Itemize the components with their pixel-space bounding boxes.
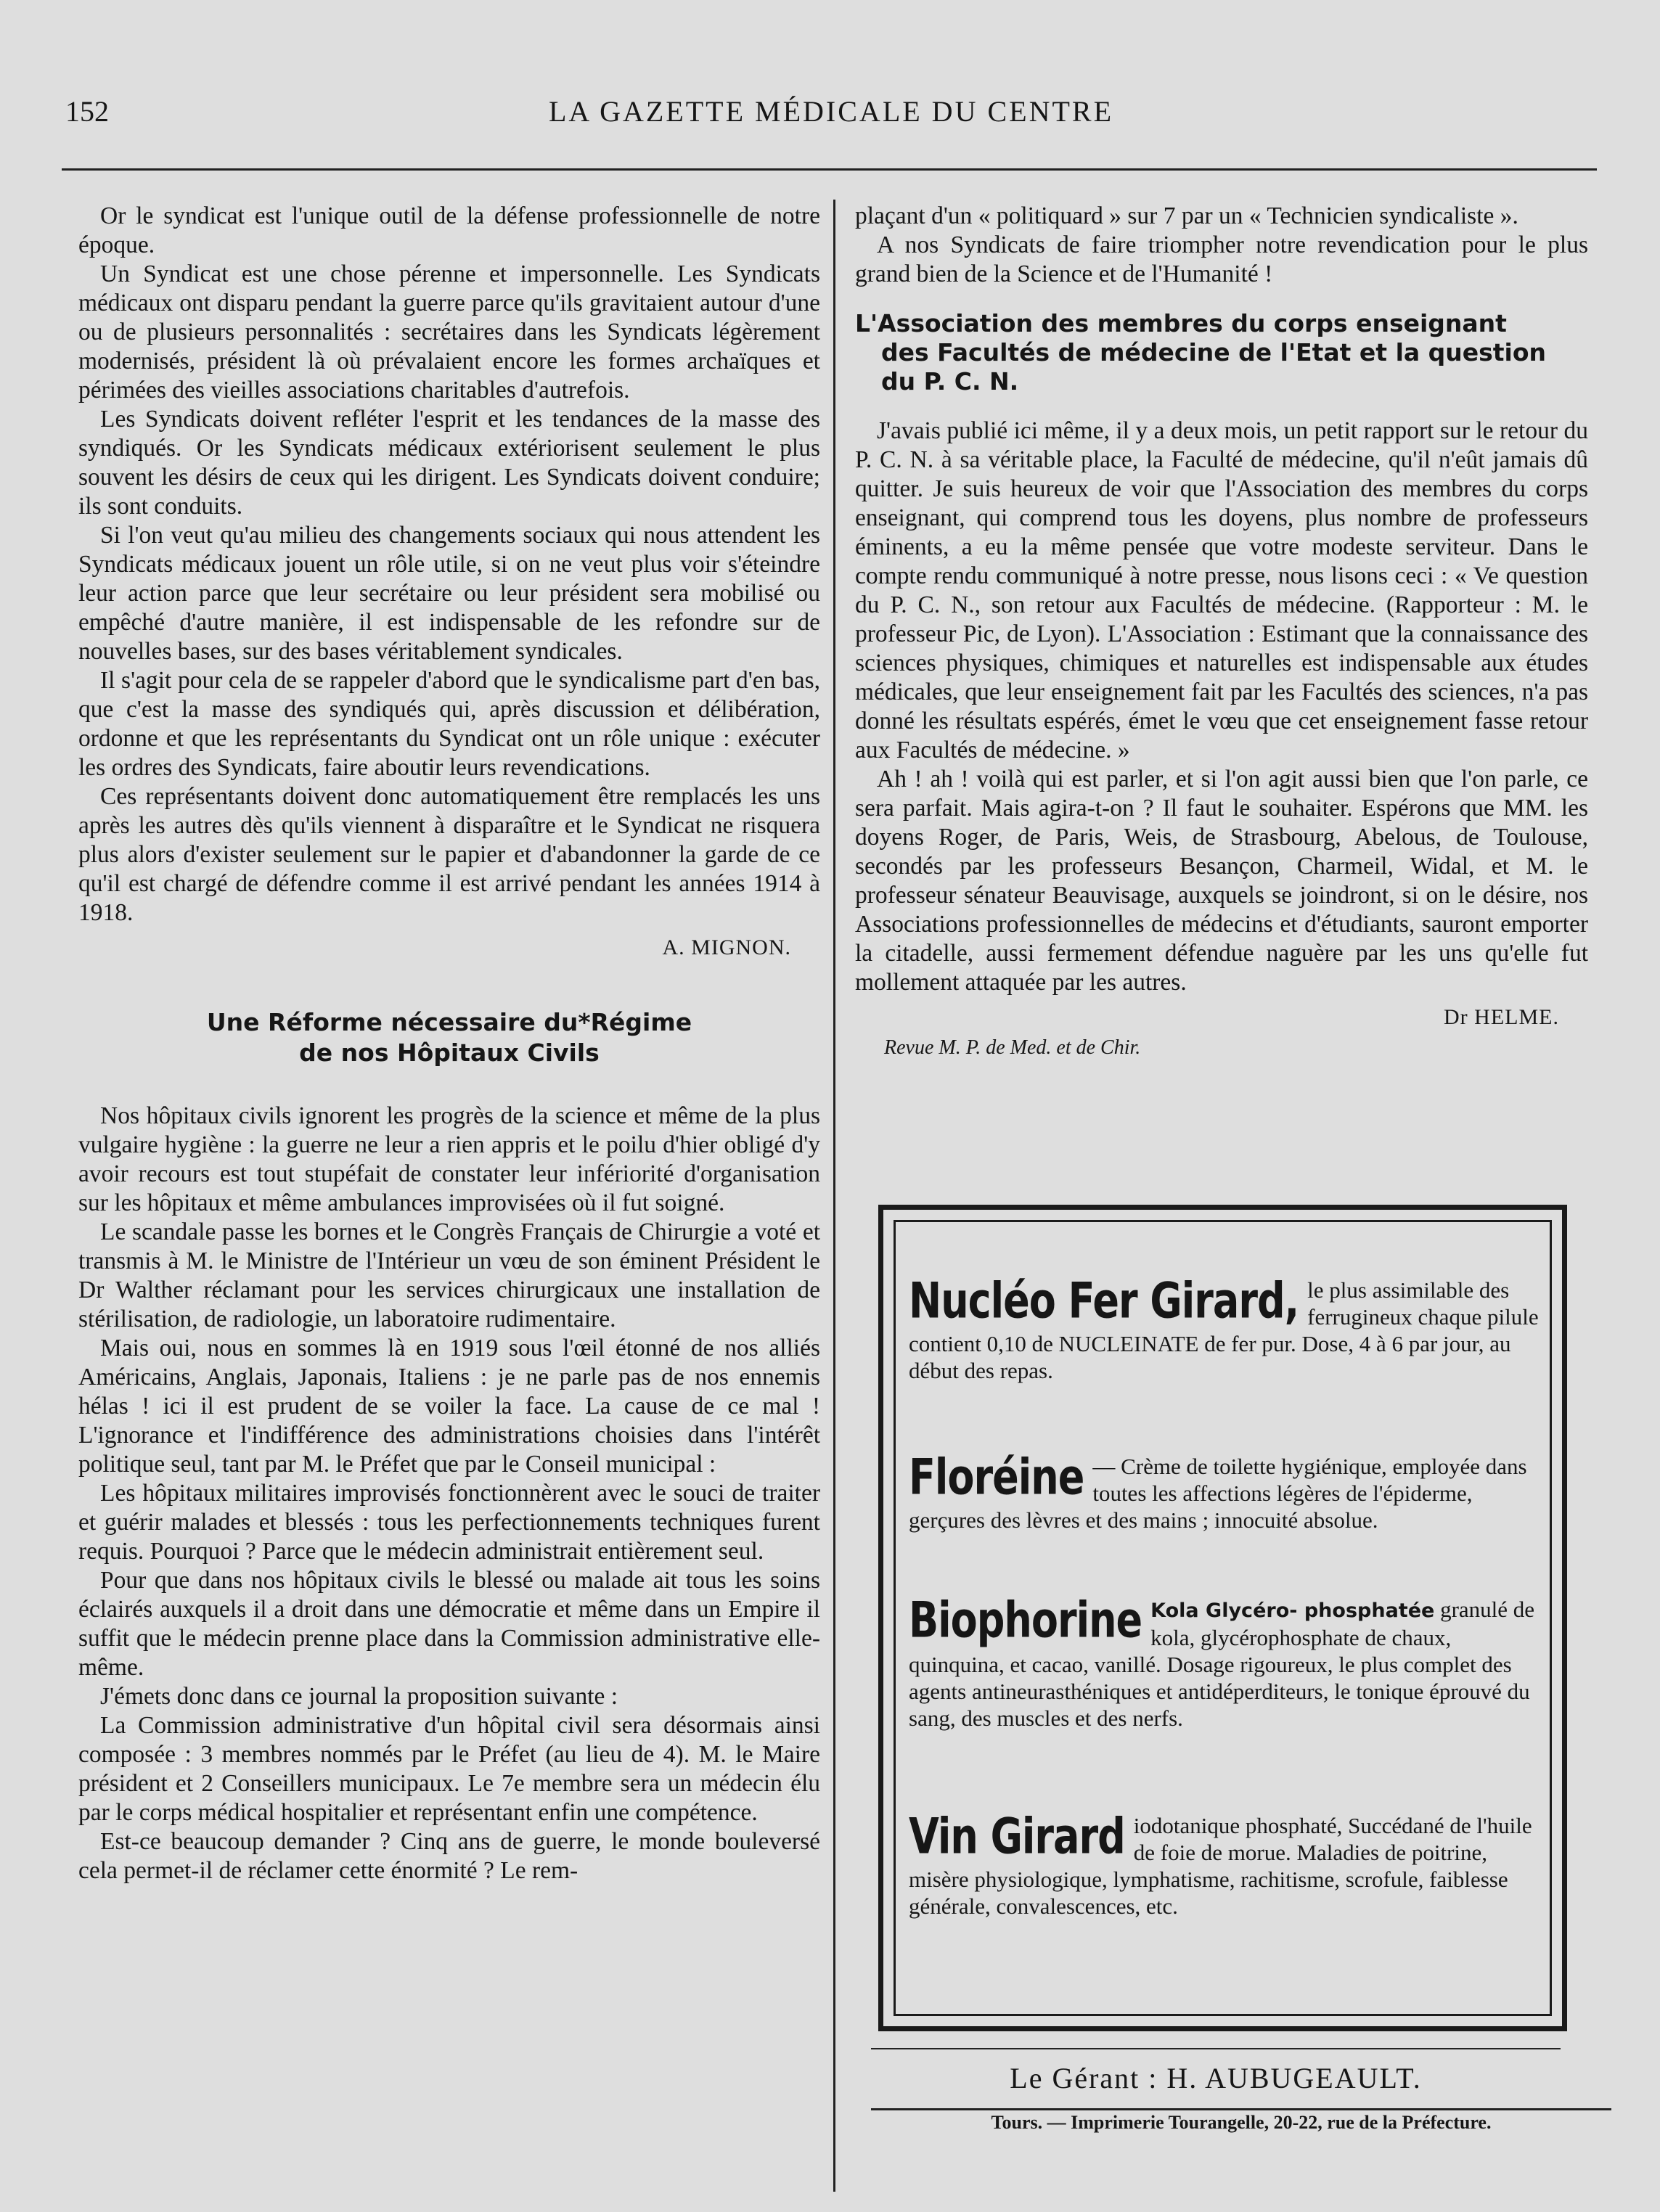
spacer [78, 1068, 820, 1102]
left-column [78, 202, 820, 1885]
paragraph: La Commission administrative d'un hôpital civil sera désormais ainsi composée : 3 membres nommés par le Préfet (au lieu de 4). M. le Maire président et 2 Conseillers municipaux. Le 7e membre sera un médecin élu par le corps médical hospitalier et représentant enfin une compétence. [78, 1712, 820, 1826]
article-title [78, 1007, 820, 1068]
spacer [855, 396, 1588, 417]
ad-text: le plus assimilable des ferrugineux chaque pilule contient 0,10 de NUCLEINATE de fer pur. Dose, 4 à 6 par jour, au début des repas. [909, 1277, 1539, 1383]
paragraph: Un Syndicat est une chose pérenne et impersonnelle. Les Syndicats médicaux ont disparu pendant la guerre parce qu'ils gravitaient autour d'une ou de plusieurs personnalités : secrétaires dans les Syndicats légèrement modernisés, président là où prévalaient encore les formes archaïques et périmées des vieilles associations charitables d'autrefois. [78, 261, 820, 404]
page-number: 152 [65, 95, 109, 128]
page-header [65, 94, 1597, 131]
advertisement-box [878, 1205, 1567, 2031]
ad-brand: Vin Girard [909, 1807, 1125, 1865]
ad-brand: Floréine [909, 1448, 1084, 1506]
article-signature: A. MIGNON. [662, 935, 791, 959]
paragraph: plaçant d'un « politiquard » sur 7 par un « Technicien syndicaliste ». [855, 202, 1518, 229]
paragraph: Ah ! ah ! voilà qui est parler, et si l'on agit aussi bien que l'on parle, ce sera parfait. Mais agira-t-on ? Il faut le souhaiter. Espérons que MM. les doyens Roger, de Paris, Weis, de Strasbourg, Abelous, de Toulouse, secondés par les professeurs Besançon, Charmeil, Widal, et M. le professeur sénateur Beauvisage, auxquels se joindront, si on le désire, nos Associations professionnelles de médecins et d'étudiants, sauront emporter la citadelle, aussi fermement défendue naguère par les uns qu'elle fut mollement attaquée par les autres. [855, 766, 1588, 996]
printer-line: Tours. — Imprimerie Tourangelle, 20-22, rue de la Préfecture. [991, 2112, 1492, 2133]
header-rule [62, 168, 1597, 171]
paragraph: Le scandale passe les bornes et le Congrès Français de Chirurgie a voté et transmis à M. le Ministre de l'Intérieur un vœu de son éminent Président le Dr Walther réclamant pour les services chirurgicaux une installation de stérilisation, de radiologie, un laboratoire rudimentaire. [78, 1218, 820, 1332]
article-title-line: L'Association des membres du corps enseignant [855, 309, 1507, 337]
article-title [855, 309, 1588, 396]
ad-nucleo-fer-girard [909, 1271, 1540, 1384]
article-signature: Dr HELME. [1444, 1005, 1559, 1029]
article-title-line: du P. C. N. [881, 367, 1019, 396]
ad-lead: Kola Glycéro- phosphatée [1150, 1599, 1435, 1622]
ad-floreine [909, 1448, 1540, 1533]
paragraph: Si l'on veut qu'au milieu des changements sociaux qui nous attendent les Syndicats médicaux jouent un rôle utile, si on ne veut plus voir s'éteindre leur action parce que leur secrétaire ou leur président sera mobilisé ou empêché d'autre manière, il est indispensable de les refondre sur de nouvelles bases, sur des bases véritablement syndicales. [78, 522, 820, 665]
footer-rule [871, 2048, 1561, 2049]
paragraph: Il s'agit pour cela de se rappeler d'abord que le syndicalisme part d'en bas, que c'est la masse des syndiqués qui, après discussion et délibération, ordonne et que les représentants du Syndicat ont un rôle unique : exécuter les ordres des Syndicats, faire aboutir leurs revendications. [78, 667, 820, 781]
paragraph: J'avais publié ici même, il y a deux mois, un petit rapport sur le retour du P. C. N. à sa véritable place, la Faculté de médecine, qu'il n'eût jamais dû quitter. Je suis heureux de voir que l'Association des membres du corps enseignant, qui comprend tous les doyens, plus nombre de professeurs éminents, a eu la même pensée que votre modeste serviteur. Dans le compte rendu communiqué à notre presse, nous lisons ceci : « Ve question du P. C. N., son retour aux Facultés de médecine. (Rapporteur : M. le professeur Pic, de Lyon). L'Association : Estimant que la connaissance des sciences physiques, chimiques et naturelles est indispensable aux études médicales, que leur enseignement fait par les Facultés des sciences, n'a pas donné les résultats espérés, émet le vœu que cet enseignement fasse retour aux Facultés de médecine. » [855, 417, 1588, 763]
article-title-line: des Facultés de médecine de l'Etat et la question [881, 338, 1547, 366]
footer-rule [871, 2108, 1611, 2110]
right-column [855, 202, 1588, 1060]
ad-brand: Nucléo Fer Girard, [909, 1271, 1299, 1330]
paragraph: A nos Syndicats de faire triompher notre revendication pour le plus grand bien de la Science et de l'Humanité ! [855, 232, 1588, 287]
paragraph: Est-ce beaucoup demander ? Cinq ans de guerre, le monde bouleversé cela permet-il de réclamer cette énormité ? Le rem- [78, 1828, 820, 1884]
ad-vin-girard [909, 1807, 1540, 1920]
paragraph: Nos hôpitaux civils ignorent les progrès de la science et même de la plus vulgaire hygiène : la guerre ne leur a rien appris et le poilu d'hier obligé d'y avoir recours est tout stupéfait de constater leur infériorité d'organisation sur les hôpitaux et même ambulances improvisées où il fut soigné. [78, 1102, 820, 1216]
paragraph: J'émets donc dans ce journal la proposition suivante : [100, 1683, 618, 1710]
article-title-line: Une Réforme nécessaire du*Régime [206, 1008, 692, 1036]
journal-title: LA GAZETTE MÉDICALE DU CENTRE [548, 95, 1113, 128]
paragraph: Ces représentants doivent donc automatiquement être remplacés les uns après les autres dès qu'ils viennent à disparaître et le Syndicat ne risquera plus alors d'exister seulement sur le papier et d'abandonner la garde de ce qu'il est chargé de défendre comme il est arrivé pendant les années 1914 à 1918. [78, 783, 820, 926]
ad-brand: Biophorine [909, 1591, 1142, 1649]
column-divider [833, 200, 835, 2192]
paragraph: Mais oui, nous en sommes là en 1919 sous l'œil étonné de nos alliés Américains, Anglais, Japonais, Italiens : je ne parle pas de nos ennemis hélas ! ici il est prudent de se voiler la face. La cause de ce mal ! L'ignorance et l'indifférence des administrations choisies dans l'intérêt politique seul, tant par M. le Préfet que par le Conseil municipal : [78, 1335, 820, 1478]
paragraph: Or le syndicat est l'unique outil de la défense professionnelle de notre époque. [78, 202, 820, 258]
article-title-line: de nos Hôpitaux Civils [299, 1039, 600, 1067]
paragraph: Les Syndicats doivent refléter l'esprit et les tendances de la masse des syndiqués. Or les Syndicats médicaux extériorisent seulement le plus souvent les désirs de ceux qui les dirigent. Les Syndicats doivent conduire; ils sont conduits. [78, 406, 820, 520]
ad-text: granulé de kola, glycérophosphate de chaux, quinquina, et cacao, vanillé. Dosage rigoureux, le plus complet des agents antineurasthéniques et antidéperditeurs, le tonique éprouvé du sang, des muscles et des nerfs. [909, 1597, 1535, 1731]
ad-biophorine [909, 1591, 1540, 1732]
article-source: Revue M. P. de Med. et de Chir. [884, 1036, 1141, 1059]
spacer [78, 962, 820, 1007]
paragraph: Les hôpitaux militaires improvisés fonctionnèrent avec le souci de traiter et guérir malades et blessés : tous les perfectionnements techniques furent requis. Pourquoi ? Parce que le médecin administrait entièrement seul. [78, 1480, 820, 1565]
spacer [855, 289, 1588, 309]
gerant-line: Le Gérant : H. AUBUGEAULT. [1010, 2062, 1422, 2094]
ad-text: — Crème de toilette hygiénique, employée dans toutes les affections légères de l'épiderme, gerçures des lèvres et des mains ; innocuité absolue. [909, 1454, 1527, 1533]
paragraph: Pour que dans nos hôpitaux civils le blessé ou malade ait tous les soins éclairés auxquels il a droit dans une démocratie et même dans un Empire il suffit que le médecin prenne place dans la Commission administrative elle-même. [78, 1567, 820, 1681]
ad-text: iodotanique phosphaté, Succédané de l'huile de foie de morue. Maladies de poitrine, misère physiologique, lymphatisme, rachitisme, scrofule, faiblesse générale, convalescences, etc. [909, 1813, 1532, 1919]
